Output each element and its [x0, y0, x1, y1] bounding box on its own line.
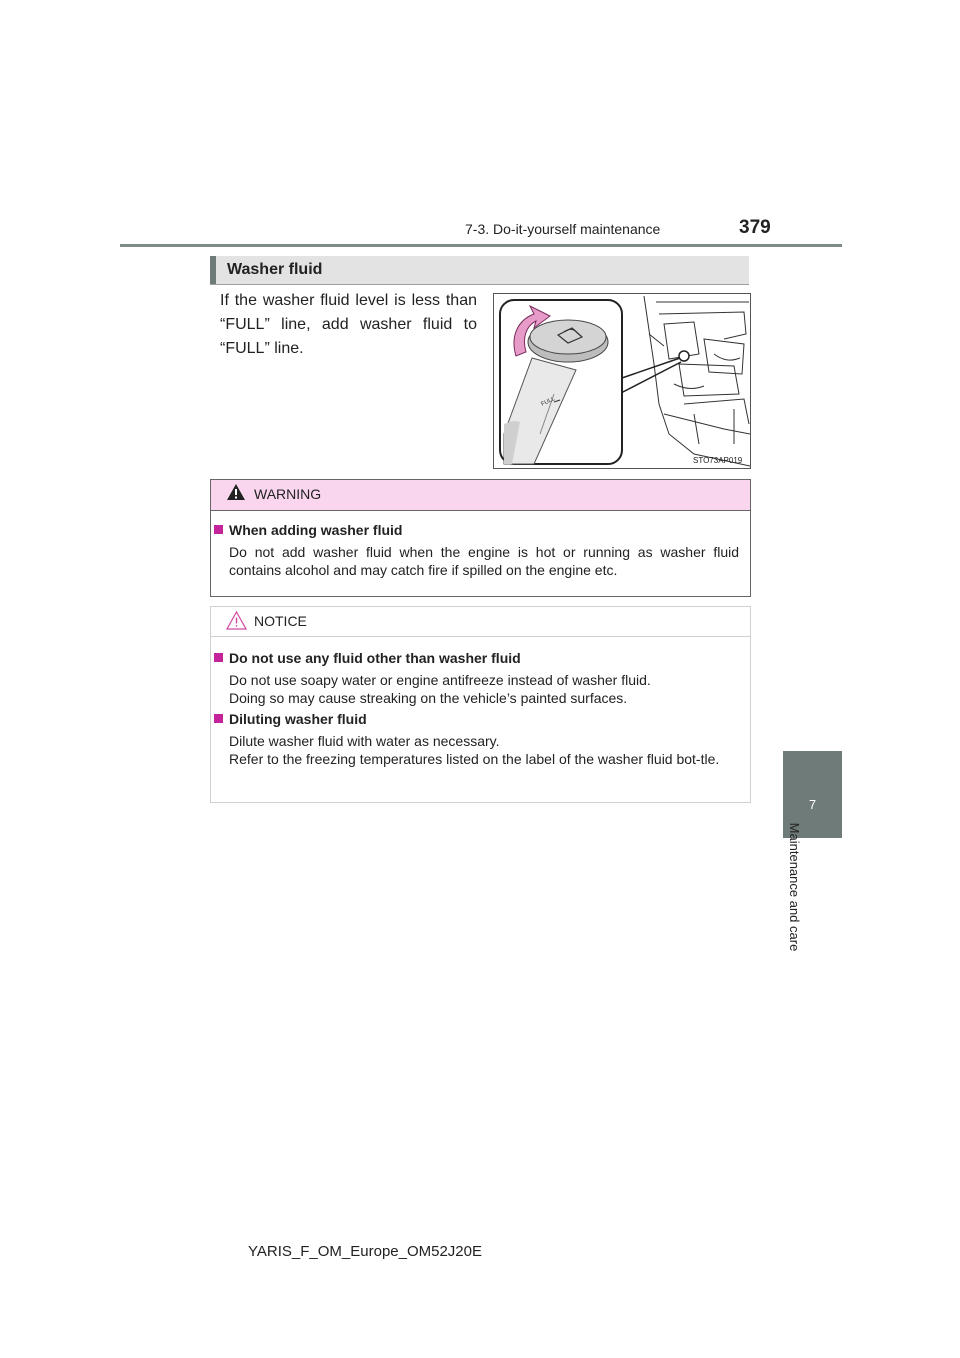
section-heading-bar	[210, 256, 216, 284]
document-code: YARIS_F_OM_Europe_OM52J20E	[248, 1243, 483, 1260]
notice-item-text-line: Refer to the freezing temperatures listed on the label of the washer fluid bot-tle.	[229, 751, 720, 767]
notice-item-bullet	[214, 714, 223, 723]
section-heading	[210, 256, 749, 284]
section-title: Washer fluid	[227, 261, 323, 278]
notice-item-text-line: Dilute washer fluid with water as necessary.	[229, 733, 500, 749]
caution-triangle-icon	[226, 611, 247, 630]
washer-reservoir-illustration	[494, 294, 750, 468]
warning-triangle-icon	[226, 483, 246, 501]
notice-title: NOTICE	[254, 613, 307, 629]
washer-fluid-figure	[493, 293, 751, 469]
figure-code: STO73AP019	[693, 456, 743, 465]
warning-item-bullet	[214, 525, 223, 534]
notice-item-text-line: Do not use soapy water or engine antifreeze instead of washer fluid.	[229, 672, 651, 688]
notice-item-bullet	[214, 653, 223, 662]
chapter-number: 7	[808, 797, 817, 812]
section-body-text: If the washer fluid level is less than “FULL” line, add washer fluid to “FULL” line.	[220, 292, 477, 357]
full-level-label: FULL	[540, 396, 557, 408]
header-divider	[120, 244, 842, 247]
warning-title: WARNING	[254, 486, 322, 502]
page-number: 379	[739, 217, 771, 238]
section-divider	[210, 284, 749, 285]
running-header-section: 7-3. Do-it-yourself maintenance	[465, 221, 661, 237]
warning-item-title: When adding washer fluid	[229, 522, 403, 538]
notice-item-title: Diluting washer fluid	[229, 711, 367, 727]
chapter-title: Maintenance and care	[787, 822, 802, 952]
notice-item-title: Do not use any fluid other than washer fluid	[229, 650, 521, 666]
warning-item-text: Do not add washer fluid when the engine is hot or running as washer fluid contains alcohol and may catch fire if spilled on the engine etc.	[229, 544, 739, 578]
notice-item-text-line: Doing so may cause streaking on the vehicle’s painted surfaces.	[229, 690, 628, 706]
